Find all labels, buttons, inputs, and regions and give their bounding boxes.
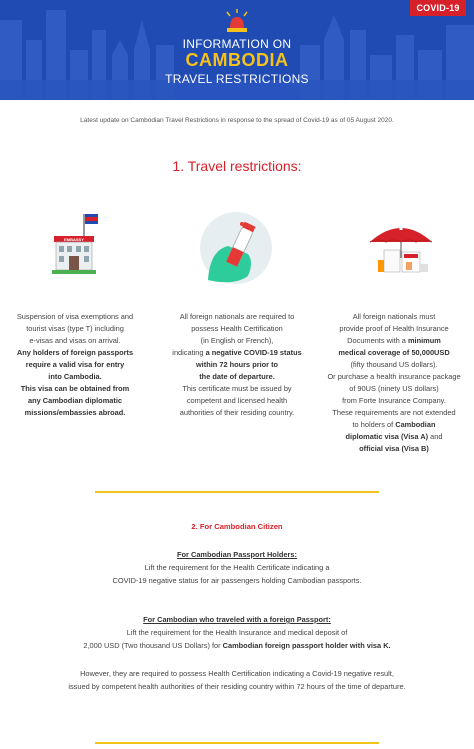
embassy-building-icon xyxy=(48,210,104,278)
visa-suspension-text xyxy=(6,311,144,419)
col1-bold-line: any Cambodian diplomatic xyxy=(27,396,123,405)
col3-bold-span: Cambodian xyxy=(395,420,436,429)
update-note: Latest update on Cambodian Travel Restrictions in response to the spread of Covid-19 as of 05 August 2020. xyxy=(80,117,394,124)
col2-span: indicating xyxy=(172,348,206,357)
block3-line: issued by competent health authorities of their residing country within 72 hours of the time of departure. xyxy=(68,682,406,691)
col2-line: All foreign nationals are required to xyxy=(179,312,295,321)
col3-bold-line: medical coverage of 50,000USD xyxy=(338,348,450,357)
block1-line: COVID-19 negative status for air passengers holding Cambodian passports. xyxy=(112,576,362,585)
header-title-line1: INFORMATION ON xyxy=(182,37,292,51)
col3-line xyxy=(322,419,466,431)
siren-icon xyxy=(222,8,252,34)
block1-heading: For Cambodian Passport Holders: xyxy=(177,550,297,559)
col1-bold-line: require a valid visa for entry xyxy=(25,360,125,369)
embassy-sign-text: EMBASSY xyxy=(64,237,84,242)
col3-line: Or purchase a health insurance package xyxy=(327,372,461,381)
col1-bold-line: Any holders of foreign passports xyxy=(16,348,134,357)
col3-bold-span: minimum xyxy=(407,336,441,345)
col2-bold-span: a negative COVID-19 status xyxy=(205,348,302,357)
covid-test-swab-icon xyxy=(198,210,274,286)
col1-line: Suspension of visa exemptions and xyxy=(16,312,134,321)
col1-bold-line: into Cambodia. xyxy=(48,372,102,381)
col3-line: (fifty thousand US dollars). xyxy=(350,360,438,369)
col3-span: Documents with a xyxy=(347,336,408,345)
health-insurance-umbrella-icon xyxy=(366,218,436,278)
col2-line: (in English or French), xyxy=(200,336,274,345)
col1-line: tourist visas (type T) including xyxy=(26,324,124,333)
col3-line: These requirements are not extended xyxy=(332,408,456,417)
col1-line: e-visas and visas on arrival. xyxy=(29,336,121,345)
col2-line: competent and licensed health xyxy=(186,396,288,405)
col2-bold-line: the date of departure. xyxy=(199,372,275,381)
block2-bold-span: Cambodian foreign passport holder with visa K. xyxy=(222,641,391,650)
block2-line: Lift the requirement for the Health Insurance and medical deposit of xyxy=(126,628,348,637)
health-certification-note-block xyxy=(0,667,474,693)
col3-bold-span: diplomatic visa (Visa A) xyxy=(345,432,429,441)
col1-bold-line: This visa can be obtained from xyxy=(20,384,130,393)
block2-heading: For Cambodian who traveled with a foreign Passport: xyxy=(143,615,331,624)
section1-title: 1. Travel restrictions: xyxy=(172,158,302,174)
col2-line: possess Health Certification xyxy=(191,324,283,333)
col3-span: to holders of xyxy=(352,420,396,429)
section2-title: 2. For Cambodian Citizen xyxy=(191,522,283,531)
header-title-line3: TRAVEL RESTRICTIONS xyxy=(165,72,309,86)
col2-line: authorities of their residing country. xyxy=(179,408,295,417)
col3-bold-line: official visa (Visa B) xyxy=(359,444,429,453)
col3-line: All foreign nationals must xyxy=(352,312,436,321)
foreign-passport-block xyxy=(0,613,474,652)
col3-span: and xyxy=(428,432,443,441)
col3-line xyxy=(322,335,466,347)
col3-line xyxy=(322,431,466,443)
section-divider xyxy=(95,491,379,493)
col2-bold-line: within 72 hours prior to xyxy=(195,360,279,369)
col3-line: of 90US (ninety US dollars) xyxy=(349,384,439,393)
col2-line xyxy=(168,347,306,359)
health-insurance-text xyxy=(322,311,466,455)
col3-line: provide proof of Health Insurance xyxy=(339,324,449,333)
cambodian-passport-holders-block xyxy=(0,548,474,587)
col3-line: from Forte Insurance Company. xyxy=(342,396,446,405)
block2-line xyxy=(0,639,474,652)
bottom-divider xyxy=(95,742,379,744)
covid-badge: COVID-19 xyxy=(410,0,466,16)
block2-span: 2,000 USD (Two thousand US Dollars) for xyxy=(83,641,223,650)
block3-line: However, they are required to possess Health Certification indicating a Covid-19 negative result, xyxy=(80,669,394,678)
header-title-cambodia: CAMBODIA xyxy=(185,50,289,70)
block1-line: Lift the requirement for the Health Certificate indicating a xyxy=(144,563,330,572)
col1-bold-line: missions/embassies abroad. xyxy=(24,408,126,417)
col2-line: This certificate must be issued by xyxy=(182,384,292,393)
header-banner xyxy=(0,0,474,100)
health-certification-text xyxy=(168,311,306,419)
